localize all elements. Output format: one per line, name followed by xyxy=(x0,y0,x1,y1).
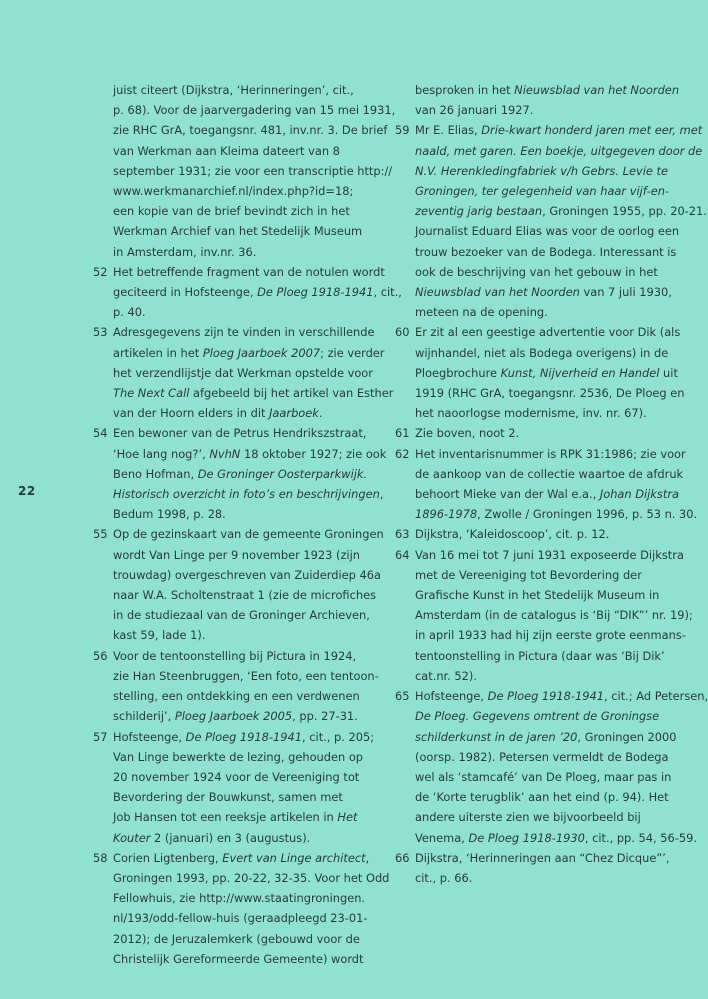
footnote-number: 61 xyxy=(395,426,410,441)
footnote-53 xyxy=(93,322,393,423)
text-segment: meteen na de opening. xyxy=(415,305,548,320)
text-segment: Journalist Eduard Elias was voor de oorlog een xyxy=(415,224,680,239)
text-segment: 2 (januari) en 3 (augustus). xyxy=(150,830,311,845)
footnote-line xyxy=(113,141,393,161)
text-segment: behoort Mieke van der Wal e.a., xyxy=(415,487,600,502)
text-segment: Adresgegevens zijn te vinden in verschillende xyxy=(113,325,375,340)
text-segment: een kopie van de brief bevindt zich in het xyxy=(113,204,350,219)
text-segment: van der Hoorn elders in dit xyxy=(113,406,270,421)
left-footnote-column xyxy=(93,80,402,969)
text-segment: Fellowhuis, zie http://www.staatingroningen. xyxy=(113,891,366,906)
footnote-line xyxy=(113,545,393,565)
footnote-54 xyxy=(93,423,393,524)
text-segment: andere uiterste zien we bijvoorbeeld bij xyxy=(415,810,641,825)
italic-text: Drie-kwart honderd jaren met eer, met xyxy=(481,123,703,138)
italic-text: Ploeg Jaarboek 2007 xyxy=(202,345,321,360)
footnote-line xyxy=(415,524,681,544)
text-segment: , pp. 27-31. xyxy=(292,709,358,724)
footnote-line xyxy=(415,565,681,585)
footnote-55 xyxy=(93,524,393,645)
footnote-number: 62 xyxy=(395,446,410,461)
text-segment: het verzendlijstje dat Werkman opstelde voor xyxy=(113,365,373,380)
italic-text: N.V. Herenkledingfabriek v/h Gebrs. Levie te xyxy=(415,163,668,178)
footnote-line xyxy=(113,282,402,302)
footnote-line xyxy=(113,242,393,262)
text-segment: Er zit al een geestige advertentie voor Dik (als xyxy=(415,325,681,340)
footnote-line xyxy=(415,747,681,767)
italic-text: De Ploeg. Gegevens omtrent de Groningse xyxy=(415,709,660,724)
footnote-line xyxy=(415,100,681,120)
footnote-line xyxy=(415,262,681,282)
footnote-line xyxy=(415,444,686,464)
footnote-line xyxy=(415,767,681,787)
footnote-59 xyxy=(395,120,707,322)
text-segment: , cit., pp. 54, 56-59. xyxy=(584,830,697,845)
italic-text: schilderkunst in de jaren ’20 xyxy=(415,729,578,744)
footnote-64 xyxy=(395,545,693,686)
footnote-line xyxy=(415,181,681,201)
text-segment: september 1931; zie voor een transcriptie http:// xyxy=(113,163,393,178)
footnote-line xyxy=(113,484,393,504)
footnote-line xyxy=(113,585,393,605)
text-segment: zie Han Steenbruggen, ‘Een foto, een tentoon- xyxy=(113,668,379,683)
footnote-66 xyxy=(395,848,681,888)
text-segment: Dijkstra, ‘Kaleidoscoop’, cit. p. 12. xyxy=(415,527,610,542)
text-segment: 20 november 1924 voor de Vereeniging tot xyxy=(113,769,360,784)
footnote-line xyxy=(113,504,393,524)
footnote-60 xyxy=(395,322,685,423)
footnote-line xyxy=(113,161,393,181)
text-segment: . xyxy=(318,406,323,421)
text-segment: cit., p. 66. xyxy=(415,870,473,885)
text-segment: Op de gezinskaart van de gemeente Groningen xyxy=(113,527,384,542)
text-segment: uit xyxy=(659,365,678,380)
text-segment: Hofsteenge, xyxy=(415,689,488,704)
footnote-line xyxy=(415,221,681,241)
footnote-line xyxy=(415,80,681,100)
text-segment: nl/193/odd-fellow-huis (geraadpleegd 23-01- xyxy=(113,911,368,926)
text-segment: , Groningen 1955, pp. 20-21. xyxy=(542,204,707,219)
text-segment: van Werkman aan Kleima dateert van 8 xyxy=(113,143,340,158)
footnote-line xyxy=(113,625,393,645)
footnote-61 xyxy=(395,423,681,443)
text-segment: artikelen in het xyxy=(113,345,203,360)
text-segment: Ploegbrochure xyxy=(415,365,501,380)
footnote-line xyxy=(113,828,393,848)
text-segment: geciteerd in Hofsteenge, xyxy=(113,285,258,300)
text-segment: Hofsteenge, xyxy=(113,729,186,744)
footnote-line xyxy=(415,484,681,504)
footnote-line xyxy=(113,807,393,827)
footnote-line xyxy=(113,666,393,686)
footnote-line xyxy=(113,343,393,363)
footnote-number: 54 xyxy=(93,426,108,441)
italic-text: De Ploeg 1918-1930 xyxy=(468,830,585,845)
footnote-line xyxy=(113,929,393,949)
footnote-line xyxy=(113,464,393,484)
footnote-line xyxy=(113,444,393,464)
text-segment: ; zie verder xyxy=(320,345,385,360)
italic-text: De Ploeg 1918-1941 xyxy=(487,689,605,704)
footnote-65 xyxy=(395,686,708,848)
text-segment: de aankoop van de collectie waartoe de afdruk xyxy=(415,466,684,481)
italic-text: Het xyxy=(337,810,358,825)
footnote-continued xyxy=(93,80,396,262)
footnote-line xyxy=(113,383,393,403)
text-segment: in april 1933 had hij zijn eerste grote eenmans- xyxy=(415,628,686,643)
footnote-line xyxy=(415,787,681,807)
footnote-line xyxy=(415,242,681,262)
text-segment: in de studiezaal van de Groninger Archieven, xyxy=(113,608,370,623)
footnote-line xyxy=(415,868,681,888)
footnote-line xyxy=(415,646,681,666)
footnote-line xyxy=(113,262,393,282)
text-segment: Mr E. Elias, xyxy=(415,123,482,138)
text-segment: www.werkmanarchief.nl/index.php?id=18; xyxy=(113,184,354,199)
footnote-line xyxy=(415,403,681,423)
footnote-line xyxy=(113,646,393,666)
text-segment: juist citeert (Dijkstra, ‘Herinneringen’, cit., xyxy=(113,83,354,97)
right-footnote-column xyxy=(395,80,708,888)
footnote-number: 59 xyxy=(395,123,410,138)
footnote-line xyxy=(113,322,393,342)
footnote-line xyxy=(415,545,684,565)
text-segment: ook de beschrijving van het gebouw in het xyxy=(415,264,658,279)
italic-text: Johan Dijkstra xyxy=(599,487,679,502)
footnote-line xyxy=(415,727,681,747)
footnote-line xyxy=(113,888,393,908)
footnote-line xyxy=(113,949,393,969)
text-segment: wijnhandel, niet als Bodega overigens) in de xyxy=(415,345,669,360)
text-segment: afgebeeld bij het artikel van Esther xyxy=(189,386,394,401)
italic-text: De Ploeg 1918-1941 xyxy=(257,285,374,300)
footnote-line xyxy=(415,383,685,403)
footnote-line xyxy=(113,747,393,767)
footnote-number: 65 xyxy=(395,689,410,704)
text-segment: Het betreffende fragment van de notulen wordt xyxy=(113,264,385,279)
text-segment: Bevordering der Bouwkunst, samen met xyxy=(113,790,343,805)
text-segment: Venema, xyxy=(415,830,469,845)
text-segment: Van Linge bewerkte de lezing, gehouden op xyxy=(113,749,364,764)
text-segment: 1919 (RHC GrA, toegangsnr. 2536, De Ploeg en xyxy=(415,386,685,401)
footnote-number: 56 xyxy=(93,648,108,663)
italic-text: De Ploeg 1918-1941 xyxy=(185,729,303,744)
text-segment: Beno Hofman, xyxy=(113,466,198,481)
footnote-57 xyxy=(93,727,393,848)
footnote-number: 52 xyxy=(93,264,108,279)
footnote-line xyxy=(113,181,393,201)
text-segment: tentoonstelling in Pictura (daar was ‘Bij Dik’ xyxy=(415,648,665,663)
footnote-56 xyxy=(93,646,393,727)
footnote-line xyxy=(113,302,393,322)
footnote-line xyxy=(113,605,393,625)
footnote-number: 63 xyxy=(395,527,410,542)
text-segment: in Amsterdam, inv.nr. 36. xyxy=(113,244,257,259)
italic-text: The Next Call xyxy=(113,386,190,401)
text-segment: van 26 januari 1927. xyxy=(415,103,534,118)
text-segment: Bedum 1998, p. 28. xyxy=(113,507,226,522)
italic-text: zeventig jarig bestaan xyxy=(415,204,543,219)
text-segment: wordt Van Linge per 9 november 1923 (zijn xyxy=(113,547,360,562)
footnote-line xyxy=(415,363,681,383)
text-segment: Dijkstra, ‘Herinneringen aan “Chez Dicque”’, xyxy=(415,850,670,865)
footnote-line xyxy=(113,100,396,120)
text-segment: wel als ‘stamcafé’ van De Ploeg, maar pas in xyxy=(415,769,672,784)
footnote-line xyxy=(113,221,393,241)
text-segment: met de Vereeniging tot Bevordering der xyxy=(415,567,642,582)
italic-text: 1896-1978 xyxy=(415,507,478,522)
italic-text: naald, met garen. Een boekje, uitgegeven door de xyxy=(415,143,703,158)
text-segment: naar W.A. Scholtenstraat 1 (zie de microfiches xyxy=(113,588,377,603)
footnote-number: 53 xyxy=(93,325,108,340)
text-segment: Het inventarisnummer is RPK 31:1986; zie voor xyxy=(415,446,686,461)
footnote-line xyxy=(113,363,393,383)
footnote-number: 60 xyxy=(395,325,410,340)
italic-text: Nieuwsblad van het Noorden xyxy=(514,83,680,97)
footnote-line xyxy=(113,727,393,747)
footnote-number: 66 xyxy=(395,850,410,865)
text-segment: , Groningen 2000 xyxy=(577,729,677,744)
text-segment: Voor de tentoonstelling bij Pictura in 1924, xyxy=(113,648,357,663)
text-segment: , cit., xyxy=(373,285,402,300)
footnote-line xyxy=(415,423,681,443)
footnote-line xyxy=(415,141,703,161)
footnote-line xyxy=(113,908,393,928)
footnote-line xyxy=(113,80,393,100)
text-segment: ‘Hoe lang nog?’, xyxy=(113,446,210,461)
text-segment: trouwdag) overgeschreven van Zuiderdiep 46a xyxy=(113,567,381,582)
footnote-line xyxy=(113,565,393,585)
footnote-62 xyxy=(395,444,698,525)
footnote-number: 58 xyxy=(93,850,108,865)
italic-text: De Groninger Oosterparkwijk. xyxy=(197,466,368,481)
text-segment: Een bewoner van de Petrus Hendrikszstraat, xyxy=(113,426,367,441)
text-segment: 18 oktober 1927; zie ook xyxy=(240,446,387,461)
text-segment: van 7 juli 1930, xyxy=(579,285,672,300)
footnote-line xyxy=(113,848,393,868)
footnote-line xyxy=(415,120,703,140)
text-segment: p. 40. xyxy=(113,305,146,320)
footnote-line xyxy=(113,423,393,443)
footnote-line xyxy=(415,666,681,686)
footnote-63 xyxy=(395,524,681,544)
footnote-line xyxy=(415,605,693,625)
footnote-line xyxy=(415,585,681,605)
text-segment: trouw bezoeker van de Bodega. Interessant is xyxy=(415,244,677,259)
text-segment: stelling, een ontdekking en een verdwenen xyxy=(113,689,360,704)
footnote-line xyxy=(113,201,393,221)
footnote-52 xyxy=(93,262,402,323)
text-segment: , xyxy=(365,850,370,865)
footnote-line xyxy=(415,706,681,726)
text-segment: , Zwolle / Groningen 1996, p. 53 n. 30. xyxy=(477,507,698,522)
footnote-line xyxy=(415,848,681,868)
italic-text: Evert van Linge architect xyxy=(222,850,366,865)
italic-text: Kunst, Nijverheid en Handel xyxy=(500,365,660,380)
footnote-line xyxy=(415,343,681,363)
text-segment: kast 59, lade 1). xyxy=(113,628,206,643)
italic-text: Kouter xyxy=(113,830,151,845)
text-segment: , cit.; Ad Petersen, xyxy=(604,689,708,704)
italic-text: Ploeg Jaarboek 2005 xyxy=(174,709,293,724)
text-segment: Grafische Kunst in het Stedelijk Museum in xyxy=(415,588,660,603)
footnote-line xyxy=(415,625,686,645)
footnote-line xyxy=(113,403,393,423)
text-segment: het naoorlogse modernisme, inv. nr. 67). xyxy=(415,406,647,421)
footnote-number: 57 xyxy=(93,729,108,744)
footnote-line xyxy=(113,787,393,807)
text-segment: Amsterdam (in de catalogus is ‘Bij “DIK”’ nr. 19); xyxy=(415,608,693,623)
footnote-number: 55 xyxy=(93,527,108,542)
italic-text: Jaarboek xyxy=(269,406,319,421)
footnote-line xyxy=(415,828,697,848)
text-segment: 2012); de Jeruzalemkerk (gebouwd voor de xyxy=(113,931,360,946)
text-segment: Werkman Archief van het Stedelijk Museum xyxy=(113,224,363,239)
footnote-line xyxy=(415,464,684,484)
italic-text: NvhN xyxy=(209,446,241,461)
italic-text: Historisch overzicht in foto’s en beschrijvingen xyxy=(113,487,380,502)
footnote-continued xyxy=(395,80,681,120)
footnote-line xyxy=(415,322,681,342)
footnote-line xyxy=(113,120,393,140)
text-segment: besproken in het xyxy=(415,83,515,97)
footnote-line xyxy=(415,504,698,524)
footnote-58 xyxy=(93,848,393,969)
page-number: 22 xyxy=(18,484,36,498)
footnote-line xyxy=(113,706,393,726)
footnote-line xyxy=(415,201,707,221)
text-segment: (oorsp. 1982). Petersen vermeldt de Bodega xyxy=(415,749,669,764)
text-segment: p. 68). Voor de jaarvergadering van 15 mei 1931, xyxy=(113,103,396,118)
footnote-line xyxy=(113,767,393,787)
text-segment: Groningen 1993, pp. 20-22, 32-35. Voor het Odd xyxy=(113,870,390,885)
footnote-line xyxy=(113,868,393,888)
italic-text: Groningen, ter gelegenheid van haar vijf-en- xyxy=(415,184,670,199)
text-segment: Zie boven, noot 2. xyxy=(415,426,520,441)
italic-text: Nieuwsblad van het Noorden xyxy=(415,285,580,300)
text-segment: Corien Ligtenberg, xyxy=(113,850,223,865)
footnote-line xyxy=(415,161,681,181)
text-segment: zie RHC GrA, toegangsnr. 481, inv.nr. 3. De brief xyxy=(113,123,388,138)
text-segment: schilderij’, xyxy=(113,709,175,724)
footnote-line xyxy=(415,686,708,706)
footnote-number: 64 xyxy=(395,547,410,562)
text-segment: de ‘Korte terugblik’ aan het eind (p. 94). Het xyxy=(415,790,669,805)
footnote-line xyxy=(113,524,393,544)
footnote-line xyxy=(415,302,681,322)
footnote-line xyxy=(415,282,681,302)
text-segment: Job Hansen tot een reeksje artikelen in xyxy=(113,810,338,825)
text-segment: Christelijk Gereformeerde Gemeente) wordt xyxy=(113,951,364,966)
footnote-line xyxy=(113,686,393,706)
text-segment: Van 16 mei tot 7 juni 1931 exposeerde Dijkstra xyxy=(415,547,684,562)
text-segment: cat.nr. 52). xyxy=(415,668,477,683)
text-segment: , xyxy=(379,487,384,502)
text-segment: , cit., p. 205; xyxy=(302,729,375,744)
footnote-line xyxy=(415,807,681,827)
